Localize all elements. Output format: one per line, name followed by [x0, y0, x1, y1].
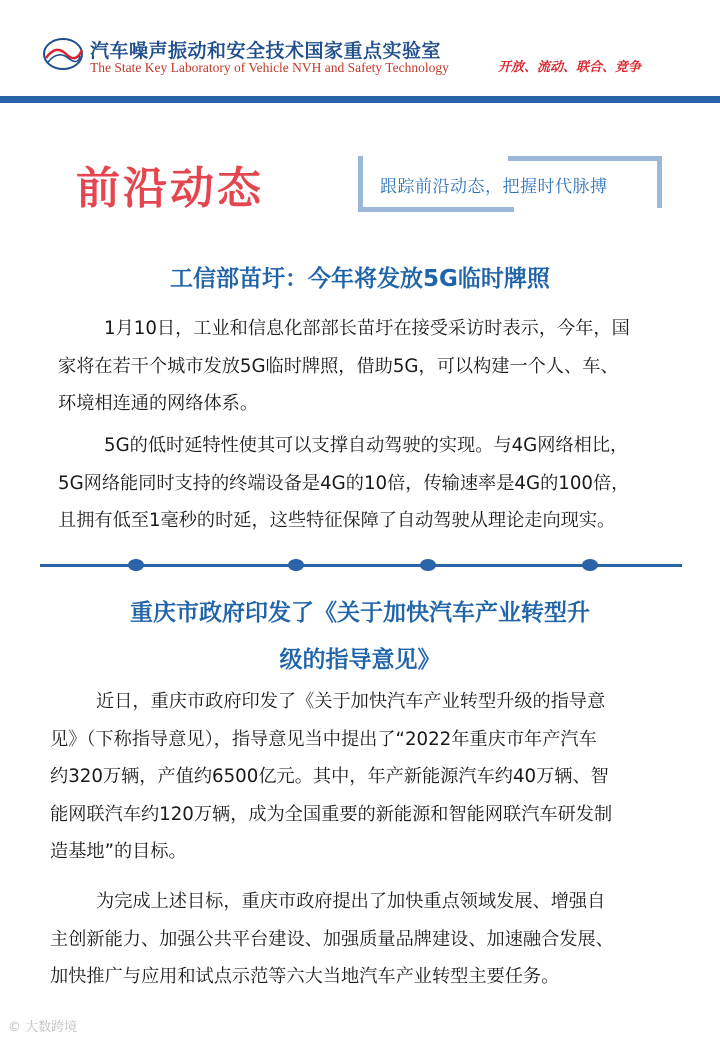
text-line: 见》（下称指导意见），指导意见当中提出了“2022年重庆市年产汽车	[50, 728, 597, 750]
text-line: 5G网络能同时支持的终端设备是4G的10倍，传输速率是4G的100倍，	[58, 472, 630, 494]
article2-paragraph-1	[50, 683, 612, 871]
header-divider-bar	[0, 96, 720, 103]
text-line: 家将在若干个城市发放5G临时牌照，借助5G，可以构建一个人、车、	[58, 355, 619, 377]
divider-ornament	[288, 559, 304, 571]
watermark-text: 大数跨境	[25, 1020, 78, 1035]
article2-paragraph-2	[50, 883, 614, 996]
page-header	[0, 0, 720, 100]
text-line: 造基地”的目标。	[50, 841, 187, 862]
text-line: 主创新能力、加强公共平台建设、加强质量品牌建设、加速融合发展、	[50, 928, 614, 950]
lab-motto: 开放、流动、联合、竞争	[498, 60, 642, 75]
text-line: 且拥有低至1毫秒的时延，这些特征保障了自动驾驶从理论走向现实。	[58, 510, 616, 531]
section-title: 前沿动态	[76, 163, 264, 214]
article1-title: 工信部苗圩：今年将发放5G临时牌照	[170, 266, 550, 292]
tagline-frame	[358, 156, 662, 212]
divider-ornament	[582, 559, 598, 571]
article1-paragraph-2	[58, 427, 629, 540]
text-line: 加快推广与应用和试点示范等六大当地汽车产业转型主要任务。	[50, 966, 560, 987]
article1-paragraph-1	[58, 310, 630, 423]
text-line: 5G的低时延特性使其可以支撑自动驾驶的实现。与4G网络相比，	[104, 435, 629, 456]
text-line: 1月10日，工业和信息化部部长苗圩在接受采访时表示，今年，国	[104, 318, 630, 339]
text-line: 环境相连通的网络体系。	[58, 393, 259, 414]
article2-title-line1: 重庆市政府印发了《关于加快汽车产业转型升	[130, 600, 590, 626]
divider-ornament	[128, 559, 144, 571]
text-line: 近日，重庆市政府印发了《关于加快汽车产业转型升级的指导意	[96, 691, 606, 712]
lab-name-cn: 汽车噪声振动和安全技术国家重点实验室	[90, 40, 442, 62]
watermark-icon: ©	[8, 1020, 21, 1035]
lab-name-en: The State Key Laboratory of Vehicle NVH and Safety Technology	[90, 60, 449, 75]
text-line: 能网联汽车约120万辆，成为全国重要的新能源和智能网联汽车研发制	[50, 803, 613, 825]
text-line: 为完成上述目标，重庆市政府提出了加快重点领域发展、增强自	[96, 891, 606, 912]
article2-title-line2: 级的指导意见》	[279, 647, 441, 673]
divider-ornament	[420, 559, 436, 571]
lab-logo-icon	[42, 36, 84, 72]
text-line: 约320万辆，产值约6500亿元。其中，年产新能源汽车约40万辆、智	[50, 766, 609, 787]
section-tagline: 跟踪前沿动态，把握时代脉搏	[380, 177, 608, 197]
watermark	[8, 1016, 77, 1035]
